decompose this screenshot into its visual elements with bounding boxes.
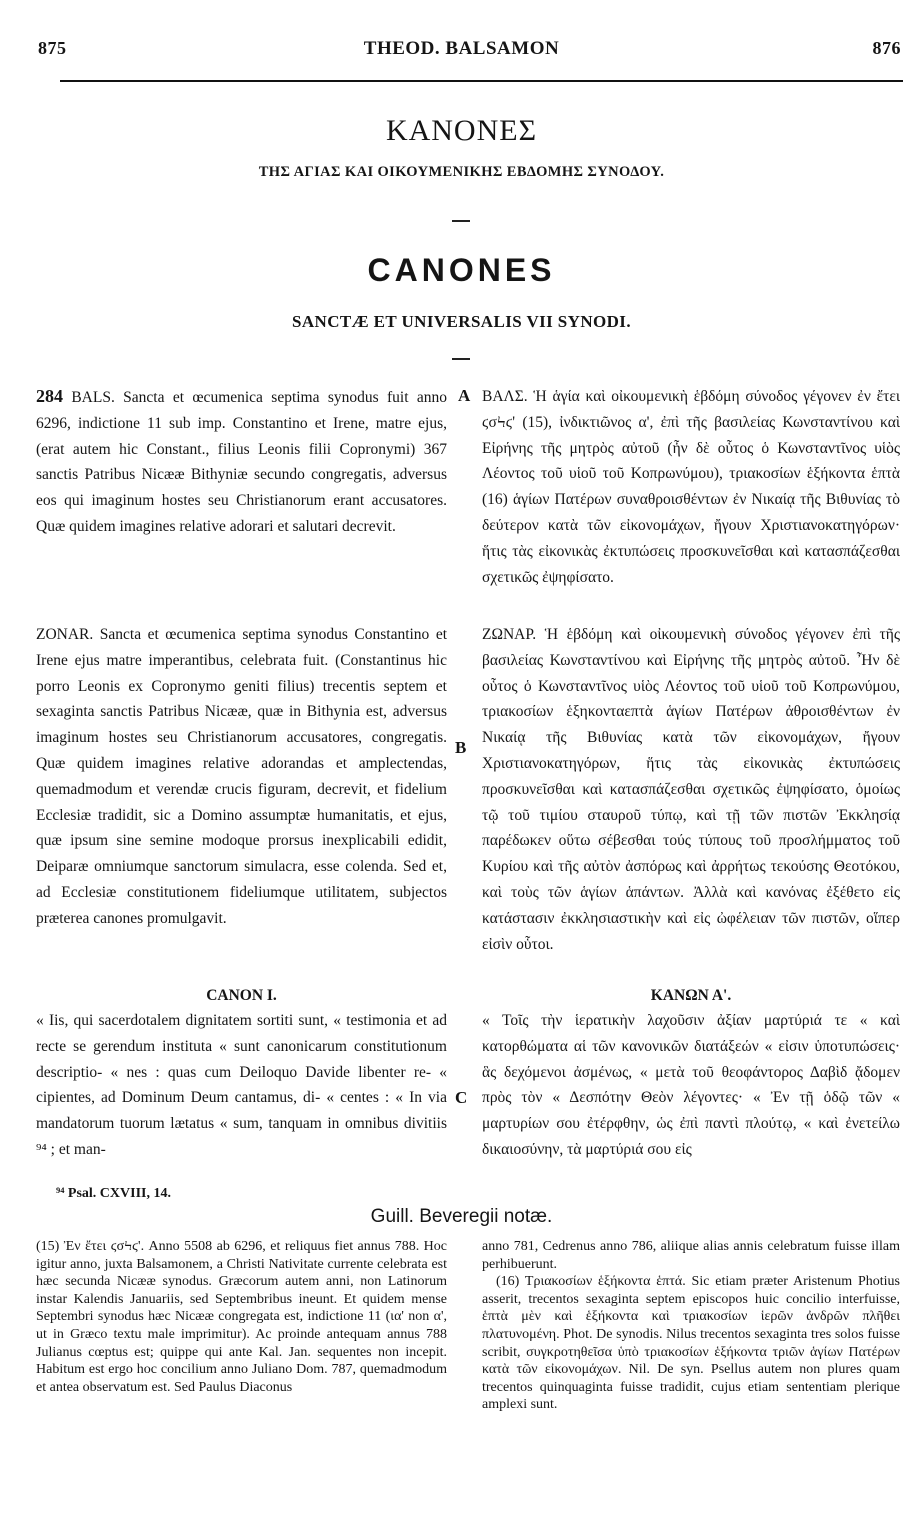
canon-heading-latin: CANON I.	[206, 987, 277, 1004]
notes-right-text-1: anno 781, Cedrenus anno 786, aliique alias annis celebratum fuisse illam perhibuerunt.	[482, 1239, 900, 1272]
running-title: THEOD. BALSAMON	[363, 38, 560, 59]
margin-marker-c: C	[455, 1088, 468, 1107]
latin-title: CANONES	[367, 252, 556, 288]
zonar-latin-block	[36, 622, 447, 932]
right-page-number: 876	[872, 38, 901, 58]
margin-marker-b: B	[455, 738, 467, 757]
notes-left-block	[36, 1238, 447, 1396]
canon-heading-greek: ΚΑΝΩΝ Α'.	[650, 987, 732, 1004]
canon-greek-text: « Τοῖς τὴν ἱερατικὴν λαχοῦσιν ἀξίαν μαρτύριά τε « καὶ κατορθώματα αἱ τῶν κανονικῶν διατάξεών « εἰσιν ὑποτυπώσεις· ἃς δεχόμενοι ἀσμένως, « μετὰ τοῦ θεοφάντορος Δαβὶδ ᾄδομεν πρὸς τὸν « Δεσπότην Θεὸν λέγοντες· « Ἐν τῇ ὁδῷ τῶν « μαρτυρίων σου ἐτέρφθην, ὡς ἐπὶ παντὶ πλούτῳ, « καὶ ἐνετείλω δικαιοσύνην, τὰ μαρτύριά σου εἰς	[482, 1012, 900, 1158]
greek-subtitle: ΤΗΣ ΑΓΙΑΣ ΚΑΙ ΟΙΚΟΥΜΕΝΙΚΗΣ ΕΒΔΟΜΗΣ ΣΥΝΟΔΟΥ.	[258, 164, 665, 180]
bals-greek-text: ΒΑΛΣ. Ἡ ἁγία καὶ οἰκουμενικὴ ἑβδόμη σύνοδος γέγονεν ἐν ἔτει ϛσϞϛ' (15), ἰνδικτιῶνος α', ἐπὶ τῆς βασιλείας Κωνσταντίνου καὶ Εἰρήνης τῆς μητρὸς αὐτοῦ (ἦν δὲ οὗτος ὁ Κωνσταντῖνος υἱὸς Λέοντος τοῦ υἱοῦ τοῦ Κοπρωνύμου), τριακοσίων ἑξήκοντα ἑπτὰ (16) ἁγίων Πατέρων συναθροισθέντων ἐν Νικαίᾳ τῆς Βιθυνίας τὸ δεύτερον κατὰ τῶν εἰκονομάχων, ἤγουν Χριστιανοκατηγόρων· ἥτις τὰς εἰκονικὰς ἐκτυπώσεις προσκυνεῖσθαι καὶ κατασπάζεσθαι σχετικῶς ἐψηφίσατο.	[482, 388, 900, 586]
zonar-greek-text: ΖΩΝΑΡ. Ἡ ἑβδόμη καὶ οἰκουμενικὴ σύνοδος γέγονεν ἐπὶ τῆς βασιλείας Κωνσταντίνου καὶ Εἰρήνης τῆς μητρὸς αὐτοῦ. Ἦν δὲ οὗτος ὁ Κωνσταντῖνος υἱὸς Λέοντος τοῦ υἱοῦ τοῦ Κοπρωνύμου, τριακοσίων ἑξηκονταεπτὰ ἁγίων Πατέρων ἀθροισθέντων ἐν Νικαίᾳ τῆς Βιθυνίας κατὰ τῶν εἰκονομάχων, ἤγουν Χριστιανοκατηγόρων, ἥτις τὰς εἰκονικὰς ἐκτυπώσεις προσκυνεῖσθαι καὶ κατασπάζεσθαι σχετικῶς ἐψηφίσατο, ὁμοίως τῷ τοῦ τιμίου σταυροῦ τύπῳ, καὶ τῇ τῶν πιστῶν Ἐκκλησίᾳ παρέδωκεν οὕτω σέβεσθαι τούς τύπους τοῦ προσλήμματος τοῦ Κυρίου καὶ τῆς αὐτὸν ἀσπόρως καὶ ἀρρήτως τεκούσης Θεοτόκου, καὶ τοὺς τῶν ἁγίων ἁπάντων. Ἀλλὰ καὶ κανόνας ἐξέθετο εἰς κατάστασιν ἐκκλησιαστικὴν καὶ εἰς ὠφέλειαν τῶν πιστῶν, οἵπερ εἰσὶν οὗτοι.	[482, 626, 900, 953]
bals-greek-block	[482, 384, 900, 590]
left-page-number: 875	[38, 38, 67, 58]
bals-latin-text: BALS. Sancta et œcumenica septima synodus fuit anno 6296, indictione 11 sub imp. Constantino et Irene, matre ejus, (erat autem hic Constant., filius Leonis filii Copronymi) 367 sanctis Patribus Nicææ Bithyniæ secundo congregatis, adversus eos qui imaginum hostes seu Christianorum erant accusatores. Quæ quidem imagines relative adorari et salutari decrevit.	[36, 389, 447, 535]
left-column	[36, 384, 447, 540]
notes-heading: Guill. Beveregii notæ.	[370, 1206, 553, 1227]
canon-greek-block	[482, 1008, 900, 1163]
footnote: ⁹⁴ Psal. CXVIII, 14.	[56, 1186, 171, 1201]
canon-latin-text: « Iis, qui sacerdotalem dignitatem sortiti sunt, « testimonia et ad recte se gerendum instituta « sunt canonicarum constitutionum descriptio- « nes : quas cum Deiloquo Davide libenter re- « cipientes, ad Dominum Deum cantamus, di- « centes : « In via mandatorum tuorum lætatus « sum, tanquam in omnibus divitiis ⁹⁴ ; et man-	[36, 1012, 447, 1158]
notes-right-block	[482, 1238, 900, 1414]
bals-latin-paragraph	[36, 384, 447, 540]
column-number: 284	[36, 386, 63, 406]
canon-latin-block	[36, 1008, 447, 1163]
margin-marker-a: A	[458, 386, 471, 405]
zonar-latin-text: ZONAR. Sancta et œcumenica septima synodus Constantino et Irene ejus matre imperantibus, celebrata fuit. (Constantinus hic porro Leonis ex Copronymo geniti filius) trecentis septem et sexaginta sanctis Patribus Nicææ, quæ in Bithynia est, adversus imaginum hostes seu Christianorum accusatores, congregatis. Quæ quidem imagines relative adorandas et amplectendas, quemadmodum et verendæ crucis figuram, decrevit, et fidelium Ecclesiæ tradidit, sic a Domino assumptæ humanitatis, et ejus, quæ ipsum sine semine modoque prorsus inexplicabili edidit, Deiparæ omniumque sanctorum simulacra, esse colenda. Sed et, ad Ecclesiæ constitutionem fideliumque utilitatem, subjectos præterea canones promulgavit.	[36, 626, 447, 927]
zonar-greek-block	[482, 622, 900, 957]
subtitle-divider	[452, 358, 470, 360]
greek-title: ΚΑΝΟΝΕΣ	[385, 114, 538, 147]
header-rule	[60, 80, 903, 82]
title-divider	[452, 220, 470, 222]
notes-right-text-2: (16) Τριακοσίων ἑξήκοντα ἑπτά. Sic etiam præter Aristenum Photius asserit, trecentos sexaginta septem episcopos huic concilio interfuisse, ἑπτὰ μὲν καὶ ἑξήκοντα καὶ τριακοσίων ἱερῶν ἀνδρῶν πλῆθει πλατυνομένη. Phot. De synodis. Nilus trecentos sexaginta tres solos fuisse scribit, συγκροτηθεῖσα ὑπὸ τριακοσίων ἑξήκοντα τριῶν ἁγίων Πατέρων κατὰ τῶν εἰκονομάχων. Nil. De syn. Psellus autem non plures quam trecentos quinquaginta fuisse tradidit, cujus etiam sententiam plerique amplexi sunt.	[482, 1274, 900, 1413]
notes-left-text: (15) Ἐν ἔτει ϛσϞϛ'. Anno 5508 ab 6296, et reliquus fiet annus 788. Hoc igitur anno, juxta Balsamonem, a Christi Nativitate currente celebrata est hæc secunda Nicææ synodus. Græcorum autem anni, non Latinorum instar Kalendis Januariis, sed Septembribus ineunt. Et quidem mense Septembri synodus hæc Nicææ congregata est, indictione 11 (ια' non α', ut in Græco textu male imprimitur). Ac proinde antequam annus 788 Julianus cœptus est; quippe qui ante Kal. Jan. sequentes non incepit. Habitum est ergo hoc concilium anno Juliano Dom. 787, quemadmodum et antea observatum est. Sed Paulus Diaconus	[36, 1239, 447, 1395]
latin-subtitle: SANCTÆ ET UNIVERSALIS VII SYNODI.	[292, 312, 631, 331]
